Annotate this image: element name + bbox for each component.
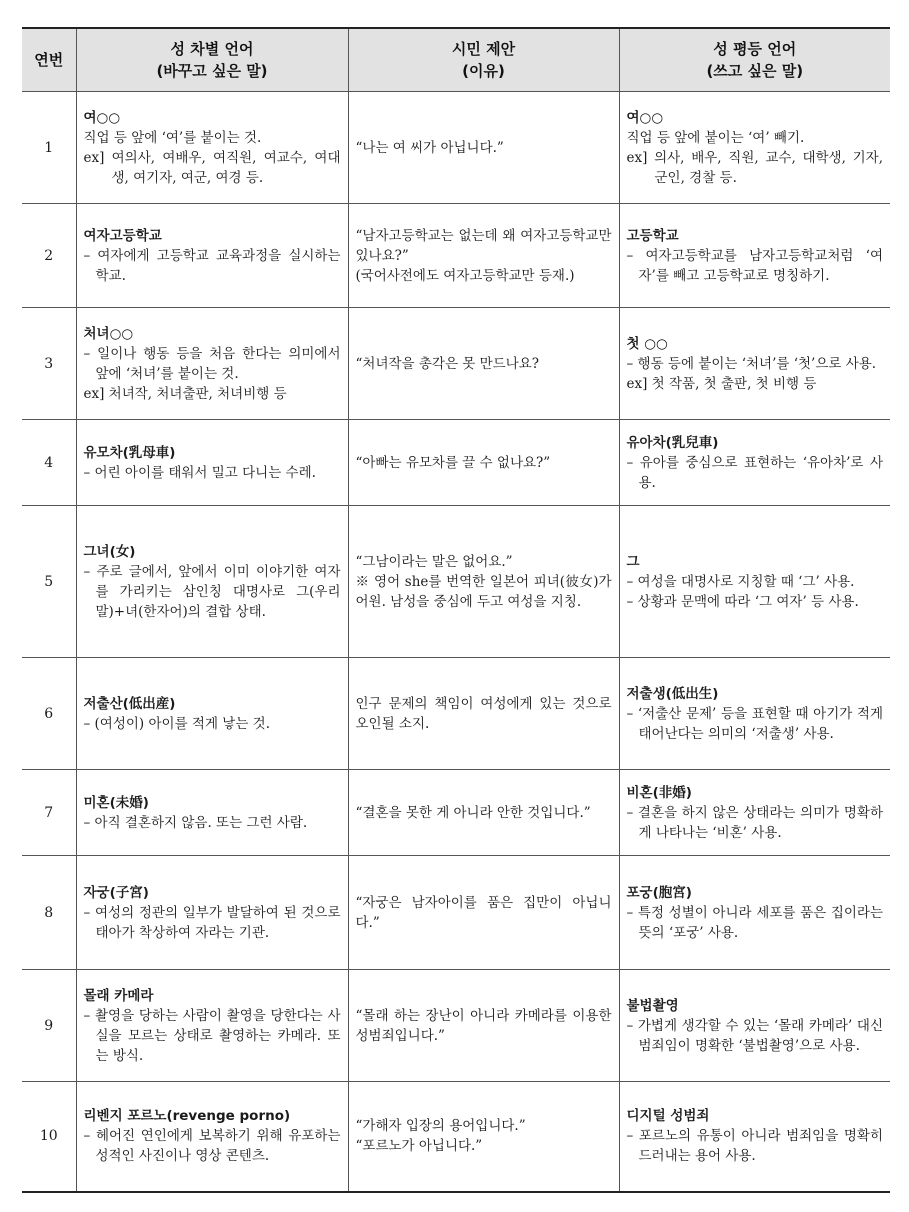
header-row [22, 28, 890, 92]
cell-text: ex] 의사, 배우, 직원, 교수, 대학생, 기자, 군인, 경찰 등. [626, 149, 883, 186]
cell-text: – 헤어진 연인에게 보복하기 위해 유포하는 성적인 사진이나 영상 콘텐츠. [83, 1128, 341, 1165]
cell-text: – 여자에게 고등학교 교육과정을 실시하는 학교. [83, 247, 341, 284]
cell-text: 직업 등 앞에 붙이는 ‘여’ 빼기. [626, 129, 805, 146]
term-title: 고등학교 [626, 227, 679, 244]
row-number: 3 [22, 308, 76, 420]
term-title: 저출산(低出産) [83, 695, 176, 712]
equal-term-cell [619, 856, 890, 970]
cell-text: “처녀작을 총각은 못 만드나요? [355, 355, 540, 372]
cell-text: – 결혼을 하지 않은 상태라는 의미가 명확하게 나타나는 ‘비혼’ 사용. [626, 804, 883, 841]
gender-language-table [22, 27, 890, 1193]
row-number: 1 [22, 92, 76, 204]
equal-term-cell [619, 420, 890, 506]
citizen-proposal-cell [348, 770, 619, 856]
table-row [22, 92, 890, 204]
cell-text: ex] 첫 작품, 첫 출판, 첫 비행 등 [626, 375, 817, 392]
cell-text: “자궁은 남자아이를 품은 집만이 아닙니다.” [355, 894, 612, 931]
term-title: 유모차(乳母車) [83, 444, 176, 461]
cell-text: 인구 문제의 책임이 여성에게 있는 것으로 오인될 소지. [355, 695, 612, 732]
term-title: 디지털 성범죄 [626, 1108, 710, 1125]
table-row [22, 658, 890, 770]
term-title: 포궁(胞宮) [626, 884, 692, 901]
row-number: 4 [22, 420, 76, 506]
cell-text: – 가볍게 생각할 수 있는 ‘몰래 카메라’ 대신 범죄임이 명확한 ‘불법촬영’으로 사용. [626, 1017, 883, 1054]
citizen-proposal-cell [348, 308, 619, 420]
cell-text: “남자고등학교는 없는데 왜 여자고등학교만 있나요?” [355, 227, 612, 264]
cell-text: – 상황과 문맥에 따라 ‘그 여자’ 등 사용. [626, 593, 859, 610]
discriminatory-term-cell [76, 658, 348, 770]
row-number: 7 [22, 770, 76, 856]
discriminatory-term-cell [76, 770, 348, 856]
cell-text: “나는 여 씨가 아닙니다.” [355, 139, 504, 156]
row-number: 2 [22, 204, 76, 308]
equal-term-cell [619, 506, 890, 658]
table-row [22, 1082, 890, 1192]
row-number: 9 [22, 970, 76, 1082]
cell-text: “결혼을 못한 게 아니라 안한 것입니다.” [355, 804, 591, 821]
header-proposal: 시민 제안 (이유) [348, 28, 619, 92]
term-title: 그녀(女) [83, 543, 136, 560]
citizen-proposal-cell [348, 1082, 619, 1192]
cell-text: – 여자고등학교를 남자고등학교처럼 ‘여자’를 빼고 고등학교로 명칭하기. [626, 247, 883, 284]
cell-text: “아빠는 유모차를 끌 수 없나요?” [355, 454, 551, 471]
discriminatory-term-cell [76, 92, 348, 204]
term-title: 여○○ [83, 109, 121, 126]
table-row [22, 970, 890, 1082]
discriminatory-term-cell [76, 1082, 348, 1192]
cell-text: – 촬영을 당하는 사람이 촬영을 당한다는 사실을 모르는 상태로 촬영하는 카메라. 또는 방식. [83, 1007, 341, 1064]
cell-text: – 일이나 행동 등을 처음 한다는 의미에서 앞에 ‘처녀’를 붙이는 것. [83, 345, 341, 382]
cell-text: “포르노가 아닙니다.” [355, 1138, 483, 1155]
header-equal: 성 평등 언어 (쓰고 싶은 말) [619, 28, 890, 92]
term-title: 그 [626, 553, 640, 570]
table-row [22, 506, 890, 658]
cell-text: – 아직 결혼하지 않음. 또는 그런 사람. [83, 814, 308, 831]
term-title: 몰래 카메라 [83, 987, 154, 1004]
cell-text: – 주로 글에서, 앞에서 이미 이야기한 여자를 가리키는 삼인칭 대명사로 그(우리말)+녀(한자어)의 결합 상태. [83, 563, 341, 620]
discriminatory-term-cell [76, 856, 348, 970]
cell-text: – 포르노의 유통이 아니라 범죄임을 명확히 드러내는 용어 사용. [626, 1128, 883, 1165]
citizen-proposal-cell [348, 970, 619, 1082]
header-no: 연번 [22, 28, 76, 92]
row-number: 10 [22, 1082, 76, 1192]
term-title: 처녀○○ [83, 325, 134, 342]
cell-text: – 어린 아이를 태워서 밀고 다니는 수레. [83, 464, 316, 481]
term-title: 여○○ [626, 109, 664, 126]
term-title: 리벤지 포르노(revenge porno) [83, 1108, 291, 1125]
cell-text: (국어사전에도 여자고등학교만 등재.) [355, 267, 575, 284]
term-title: 불법촬영 [626, 997, 679, 1014]
cell-text: – 여성을 대명사로 지칭할 때 ‘그’ 사용. [626, 573, 855, 590]
citizen-proposal-cell [348, 92, 619, 204]
cell-text: – 유아를 중심으로 표현하는 ‘유아차’로 사용. [626, 454, 883, 491]
table-row [22, 770, 890, 856]
cell-text: 직업 등 앞에 ‘여’를 붙이는 것. [83, 129, 262, 146]
table-row [22, 308, 890, 420]
discriminatory-term-cell [76, 308, 348, 420]
cell-text: – 행동 등에 붙이는 ‘처녀’를 ‘첫’으로 사용. [626, 355, 877, 372]
cell-text: “그남이라는 말은 없어요.” [355, 553, 513, 570]
term-title: 비혼(非婚) [626, 784, 692, 801]
table-row [22, 204, 890, 308]
row-number: 8 [22, 856, 76, 970]
equal-term-cell [619, 658, 890, 770]
term-title: 미혼(未婚) [83, 794, 149, 811]
equal-term-cell [619, 92, 890, 204]
cell-text: – 특정 성별이 아니라 세포를 품은 집이라는 뜻의 ‘포궁’ 사용. [626, 904, 883, 941]
citizen-proposal-cell [348, 658, 619, 770]
equal-term-cell [619, 970, 890, 1082]
discriminatory-term-cell [76, 204, 348, 308]
cell-text: – ‘저출산 문제’ 등을 표현할 때 아기가 적게 태어난다는 의미의 ‘저출생’ 사용. [626, 705, 883, 742]
equal-term-cell [619, 770, 890, 856]
term-title: 저출생(低出生) [626, 685, 719, 702]
row-number: 5 [22, 506, 76, 658]
term-title: 자궁(子宮) [83, 884, 149, 901]
cell-text: ex] 여의사, 여배우, 여직원, 여교수, 여대생, 여기자, 여군, 여경 등. [83, 149, 341, 186]
discriminatory-term-cell [76, 970, 348, 1082]
discriminatory-term-cell [76, 506, 348, 658]
citizen-proposal-cell [348, 204, 619, 308]
table-row [22, 420, 890, 506]
cell-text: ex] 처녀작, 처녀출판, 처녀비행 등 [83, 385, 287, 402]
citizen-proposal-cell [348, 420, 619, 506]
cell-text: – 여성의 정관의 일부가 발달하여 된 것으로 태아가 착상하여 자라는 기관. [83, 904, 341, 941]
cell-text: “몰래 하는 장난이 아니라 카메라를 이용한 성범죄입니다.” [355, 1007, 612, 1044]
term-title: 여자고등학교 [83, 227, 162, 244]
table-row [22, 856, 890, 970]
discriminatory-term-cell [76, 420, 348, 506]
citizen-proposal-cell [348, 506, 619, 658]
cell-text: “가해자 입장의 용어입니다.” [355, 1118, 526, 1135]
cell-text: ※ 영어 she를 번역한 일본어 피녀(彼女)가 어원. 남성을 중심에 두고 여성을 지칭. [355, 573, 612, 610]
cell-text: – (여성이) 아이를 적게 낳는 것. [83, 715, 270, 732]
equal-term-cell [619, 308, 890, 420]
citizen-proposal-cell [348, 856, 619, 970]
term-title: 유아차(乳兒車) [626, 434, 719, 451]
equal-term-cell [619, 204, 890, 308]
row-number: 6 [22, 658, 76, 770]
equal-term-cell [619, 1082, 890, 1192]
header-discriminatory: 성 차별 언어 (바꾸고 싶은 말) [76, 28, 348, 92]
term-title: 첫 ○○ [626, 335, 668, 352]
